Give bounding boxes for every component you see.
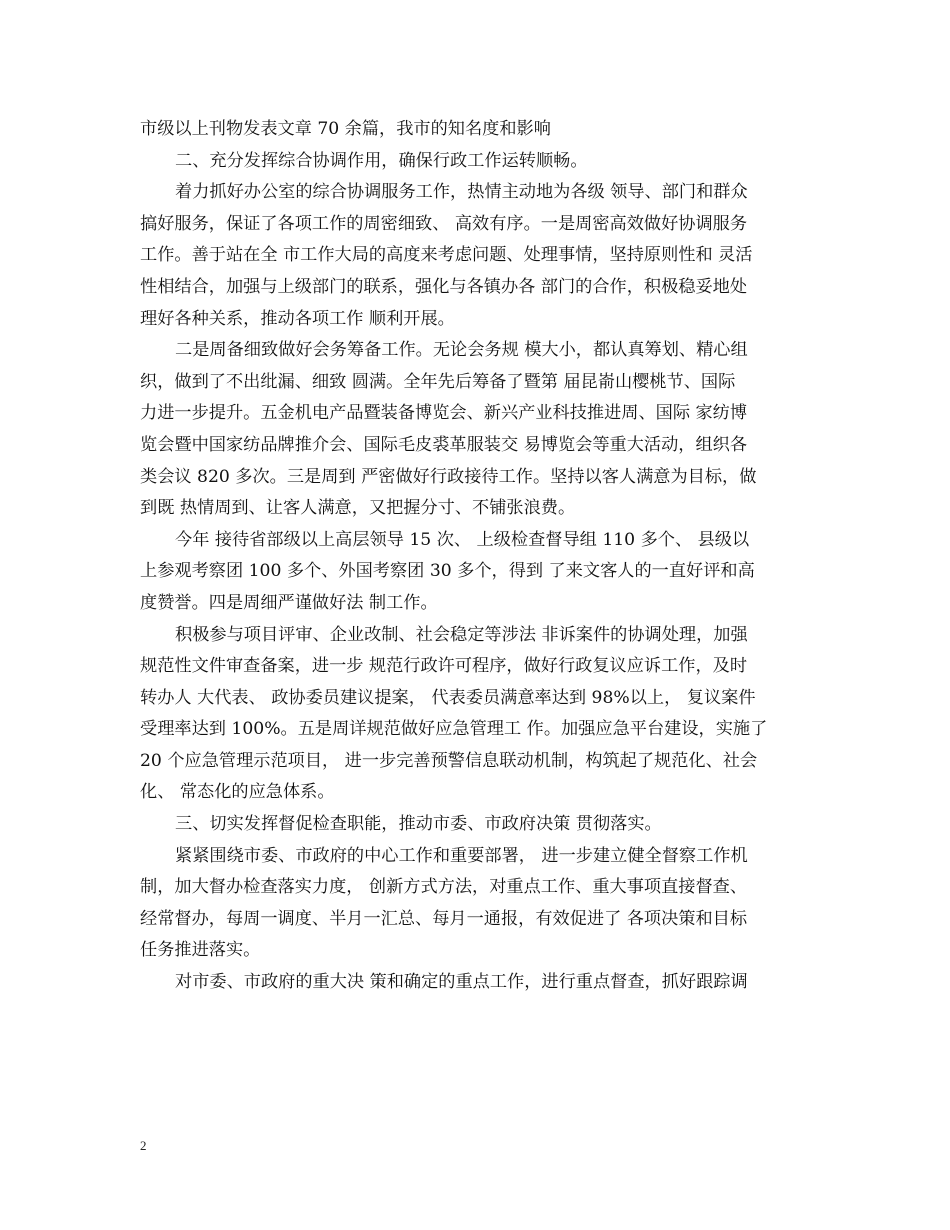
page-number: 2	[140, 1138, 147, 1153]
body-text	[140, 114, 840, 999]
text-line: 类会议 820 多次。三是周到 严密做好行政接待工作。坚持以客人满意为目标，做	[140, 466, 757, 487]
text-line: 紧紧围绕市委、市政府的中心工作和重要部署， 进一步建立健全督察工作机	[175, 845, 748, 866]
text-line: 积极参与项目评审、企业改制、社会稳定等涉法 非诉案件的协调处理，加强	[175, 624, 748, 645]
text-line: 市级以上刊物发表文章 70 余篇，我市的知名度和影响	[140, 119, 551, 139]
text-line: 上参观考察团 100 多个、外国考察团 30 多个，得到 了来文客人的一直好评和高	[140, 561, 755, 582]
text-line: 制，加大督办检查落实力度， 创新方式方法，对重点工作、重大事项直接督查、	[140, 877, 748, 898]
text-line: 度赞誉。四是周细严谨做好法 制工作。	[140, 592, 438, 613]
text-line: 织，做到了不出纰漏、细致 圆满。全年先后筹备了暨第 届昆嵛山樱桃节、国际	[140, 371, 736, 392]
text-line: 二是周备细致做好会务筹备工作。无论会务规 模大小，都认真筹划、精心组	[175, 340, 748, 361]
text-line: 转办人 大代表、 政协委员建议提案， 代表委员满意率达到 98%以上， 复议案件	[140, 687, 756, 708]
text-line: 着力抓好办公室的综合协调服务工作，热情主动地为各级 领导、部门和群众	[175, 182, 748, 203]
text-line: 规范性文件审查备案，进一步 规范行政许可程序，做好行政复议应诉工作，及时	[140, 656, 748, 677]
text-line: 经常督办，每周一调度、半月一汇总、每月一通报，有效促进了 各项决策和目标	[140, 908, 748, 929]
section-heading: 三、切实发挥督促检查职能，推动市委、市政府决策 贯彻落实。	[175, 814, 662, 835]
text-line: 览会暨中国家纺品牌推介会、国际毛皮裘革服装交 易博览会等重大活动，组织各	[140, 434, 748, 455]
text-line: 20 个应急管理示范项目， 进一步完善预警信息联动机制，构筑起了规范化、社会	[140, 750, 758, 771]
text-line: 搞好服务，保证了各项工作的周密细致、 高效有序。一是周密高效做好协调服务	[140, 213, 748, 234]
text-line: 受理率达到 100%。五是周详规范做好应急管理工 作。加强应急平台建设，实施了	[140, 719, 768, 740]
text-line: 性相结合，加强与上级部门的联系，强化与各镇办各 部门的合作，积极稳妥地处	[140, 276, 748, 297]
text-line: 今年 接待省部级以上高层领导 15 次、 上级检查督导组 110 多个、 县级以	[175, 529, 750, 550]
text-line: 到既 热情周到、让客人满意，又把握分寸、不铺张浪费。	[140, 498, 576, 519]
text-line: 理好各种关系，推动各项工作 顺利开展。	[140, 308, 455, 329]
text-line: 化、 常态化的应急体系。	[140, 782, 335, 803]
text-line: 力进一步提升。五金机电产品暨装备博览会、新兴产业科技推进周、国际 家纺博	[140, 403, 748, 424]
text-line: 任务推进落实。	[140, 940, 261, 961]
text-line: 对市委、市政府的重大决 策和确定的重点工作，进行重点督查，抓好跟踪调	[175, 972, 748, 993]
section-heading: 二、充分发挥综合协调作用，确保行政工作运转顺畅。	[175, 150, 588, 171]
text-line: 工作。善于站在全 市工作大局的高度来考虑问题、处理事情，坚持原则性和 灵活	[140, 245, 753, 266]
